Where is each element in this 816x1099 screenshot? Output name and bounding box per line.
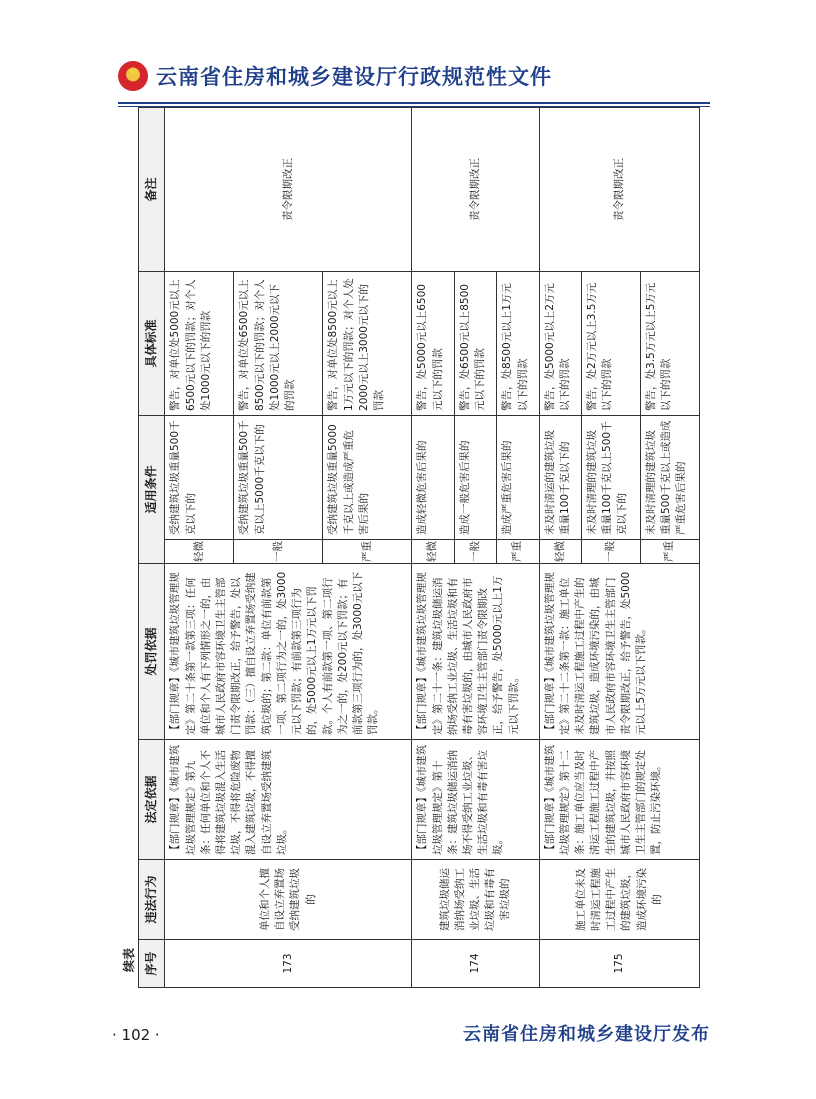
penalty-standard: 警告，对单位处8500元以上1万元以下的罚款；对个人处2000元以上3000元以下的罚款	[323, 271, 412, 415]
legal-basis: 【部门规章】《城市建筑垃圾管理规定》第十条：建筑垃圾储运消纳场不得受纳工业垃圾、生活垃圾和有毒有害垃圾。	[412, 740, 539, 860]
applicable-condition: 未及时清理的建筑垃圾重量500千克以上或造成严重危害后果的	[640, 415, 699, 539]
header-rule	[118, 102, 710, 104]
penalty-basis: 【部门规章】《城市建筑垃圾管理规定》第二十条第一款第三项：任何单位和个人有下列情形之一的，由城市人民政府市容环境卫生主管部门责令限期改正，给予警告，处以罚款：（三）擅自设立弃置场受纳建筑垃圾的；第二款：单位有前款第一项、第二项行为之一的，处3000元以下罚款；有前款第三项行为的，处5000元以上1万元以下罚款。个人有前款第一项、第二项行为之一的，处200元以下罚款；有前款第三项行为的，处3000元以下罚款。	[165, 564, 412, 740]
penalty-basis: 【部门规章】《城市建筑垃圾管理规定》第二十二条第一款：施工单位未及时清运工程施工过程中产生的建筑垃圾，造成环境污染的，由城市人民政府市容环境卫生主管部门责令限期改正，给予警告，处5000元以上5万元以下罚款。	[539, 564, 699, 740]
violation-act: 施工单位未及时清运工程施工过程中产生的建筑垃圾，造成环境污染的	[539, 860, 699, 940]
severity-level: 轻微	[412, 540, 454, 564]
penalty-basis: 【部门规章】《城市建筑垃圾管理规定》第二十一条：建筑垃圾储运消纳场受纳工业垃圾、生活垃圾和有毒有害垃圾的，由城市人民政府市容环境卫生主管部门责令限期改正，给予警告，处5000元以上1万元以下罚款。	[412, 564, 539, 740]
legal-basis: 【部门规章】《城市建筑垃圾管理规定》第九条：任何单位和个人不得将建筑垃圾混入生活垃圾，不得将危险废物混入建筑垃圾，不得擅自设立弃置场受纳建筑垃圾。	[165, 740, 412, 860]
table-row	[165, 107, 234, 987]
legal-basis: 【部门规章】《城市建筑垃圾管理规定》第十二条：施工单位应当及时清运工程施工过程中产生的建筑垃圾，并按照城市人民政府市容环境卫生主管部门的规定处置，防止污染环境。	[539, 740, 699, 860]
penalty-standard: 警告，处5000元以上2万元以下的罚款	[539, 271, 581, 415]
row-number: 174	[412, 940, 539, 988]
table-body	[165, 107, 700, 987]
applicable-condition: 未及时清运的建筑垃圾重量100千克以下的	[539, 415, 581, 539]
applicable-condition: 未及时清理的建筑垃圾重量100千克以上500千克以下的	[581, 415, 640, 539]
severity-level: 严重	[323, 540, 412, 564]
col-header: 法定依据	[139, 740, 165, 860]
penalty-standard: 警告，处2万元以上3.5万元以下的罚款	[581, 271, 640, 415]
col-header: 处罚依据	[139, 564, 165, 740]
penalty-standard: 警告，处3.5万元以上5万元以下的罚款	[640, 271, 699, 415]
penalty-table-container	[138, 108, 700, 988]
applicable-condition: 受纳建筑垃圾重量500千克以上5000千克以下的	[234, 415, 323, 539]
penalty-table	[138, 107, 700, 988]
remark: 责令限期改正	[539, 107, 699, 271]
table-row	[539, 107, 581, 987]
applicable-condition: 受纳建筑垃圾重量5000千克以上或造成严重危害后果的	[323, 415, 412, 539]
header-title: 云南省住房和城乡建设厅行政规范性文件	[156, 65, 552, 89]
severity-level: 严重	[497, 540, 539, 564]
page-number: · 102 ·	[112, 1026, 160, 1044]
continued-label: 续表	[122, 947, 136, 972]
remark: 责令限期改正	[412, 107, 539, 271]
applicable-condition: 造成严重危害后果的	[497, 415, 539, 539]
col-header: 序号	[139, 940, 165, 988]
penalty-standard: 警告，对单位处6500元以上8500元以下的罚款；对个人处1000元以上2000元以下的罚款	[234, 271, 323, 415]
col-header: 违法行为	[139, 860, 165, 940]
document-header	[118, 56, 552, 96]
penalty-standard: 警告，处6500元以上8500元以下的罚款	[454, 271, 496, 415]
severity-level: 一般	[454, 540, 496, 564]
col-header: 具体标准	[139, 271, 165, 415]
severity-level: 严重	[640, 540, 699, 564]
national-emblem-icon	[118, 61, 148, 91]
penalty-standard: 警告，处5000元以上6500元以下的罚款	[412, 271, 454, 415]
remark: 责令限期改正	[165, 107, 412, 271]
col-header: 备注	[139, 107, 165, 271]
applicable-condition: 造成轻微危害后果的	[412, 415, 454, 539]
applicable-condition: 造成一般危害后果的	[454, 415, 496, 539]
severity-level: 轻微	[539, 540, 581, 564]
violation-act: 建筑垃圾储运消纳场受纳工业垃圾、生活垃圾和有毒有害垃圾的	[412, 860, 539, 940]
severity-level: 轻微	[165, 540, 234, 564]
violation-act: 单位和个人擅自设立弃置场受纳建筑垃圾的	[165, 860, 412, 940]
penalty-standard: 警告，处8500元以上1万元以下的罚款	[497, 271, 539, 415]
col-header: 适用条件	[139, 415, 165, 563]
row-number: 173	[165, 940, 412, 988]
footer-publisher: 云南省住房和城乡建设厅发布	[463, 1024, 710, 1045]
penalty-standard: 警告，对单位处5000元以上6500元以下的罚款；对个人处1000元以下的罚款	[165, 271, 234, 415]
row-number: 175	[539, 940, 699, 988]
severity-level: 一般	[581, 540, 640, 564]
table-header-row	[139, 107, 165, 987]
severity-level: 一般	[234, 540, 323, 564]
table-row	[412, 107, 454, 987]
applicable-condition: 受纳建筑垃圾重量500千克以下的	[165, 415, 234, 539]
